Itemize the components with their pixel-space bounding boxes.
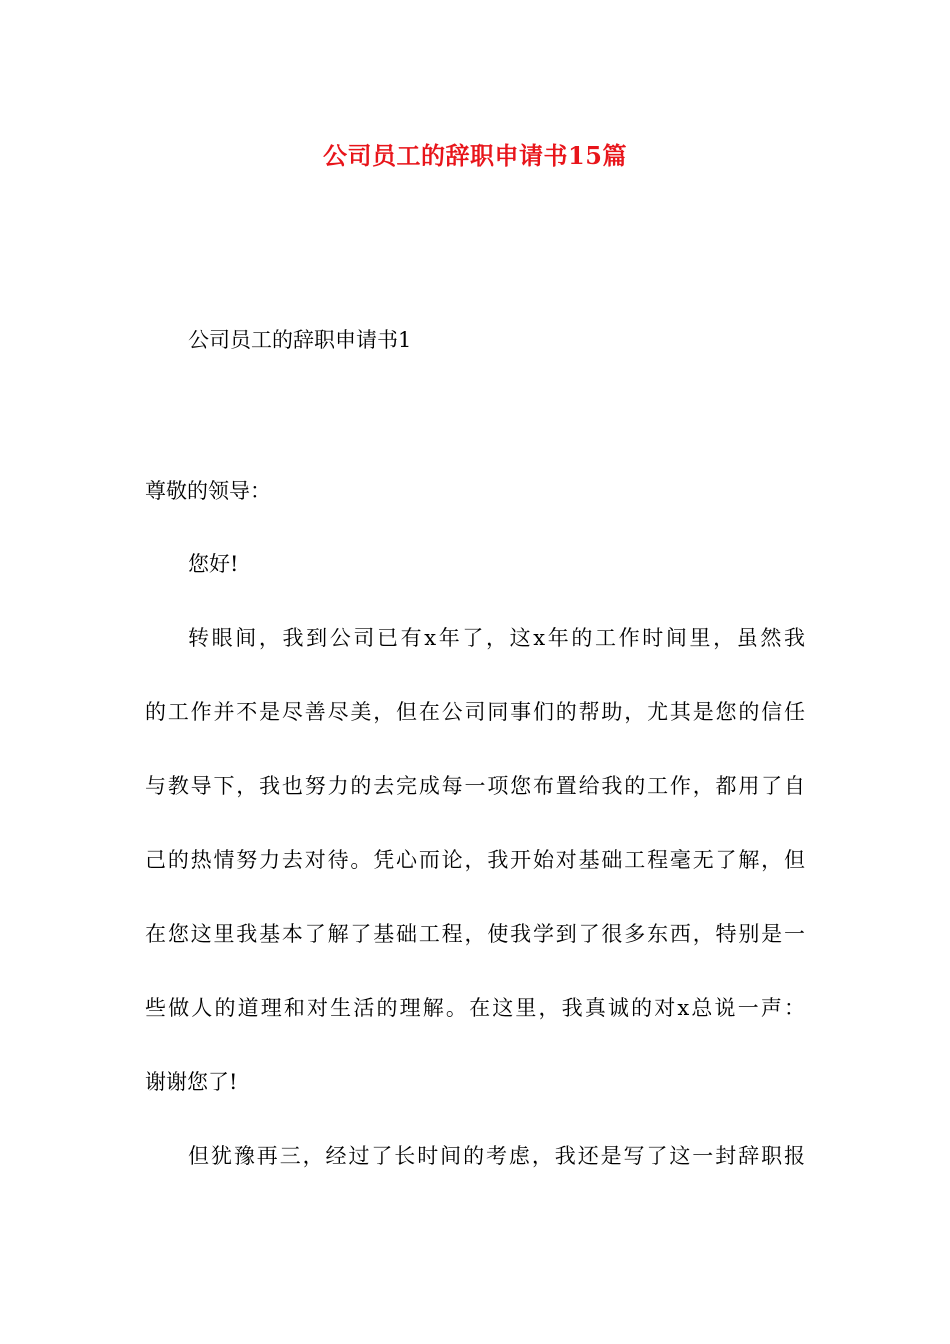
document-title: 公司员工的辞职申请书15篇 [323,141,627,170]
paragraph-1-line-6: 些做人的道理和对生活的理解。在这里，我真诚的对x总说一声： [145,996,805,1020]
paragraph-1-line-2: 的工作并不是尽善尽美，但在公司同事们的帮助，尤其是您的信任 [145,700,805,724]
section-heading: 公司员工的辞职申请书1 [188,328,412,352]
paragraph-1-line-1: 转眼间，我到公司已有x年了，这x年的工作时间里，虽然我 [188,626,805,650]
salutation: 尊敬的领导： [145,479,271,503]
paragraph-1-line-4: 己的热情努力去对待。凭心而论，我开始对基础工程毫无了解，但 [145,848,805,872]
paragraph-1-line-5: 在您这里我基本了解了基础工程，使我学到了很多东西，特别是一 [145,922,805,946]
greeting: 您好! [188,552,239,576]
paragraph-1-line-7: 谢谢您了! [145,1070,238,1094]
paragraph-1-line-3: 与教导下，我也努力的去完成每一项您布置给我的工作，都用了自 [145,774,805,798]
paragraph-2-line-1: 但犹豫再三，经过了长时间的考虑，我还是写了这一封辞职报 [188,1144,805,1168]
